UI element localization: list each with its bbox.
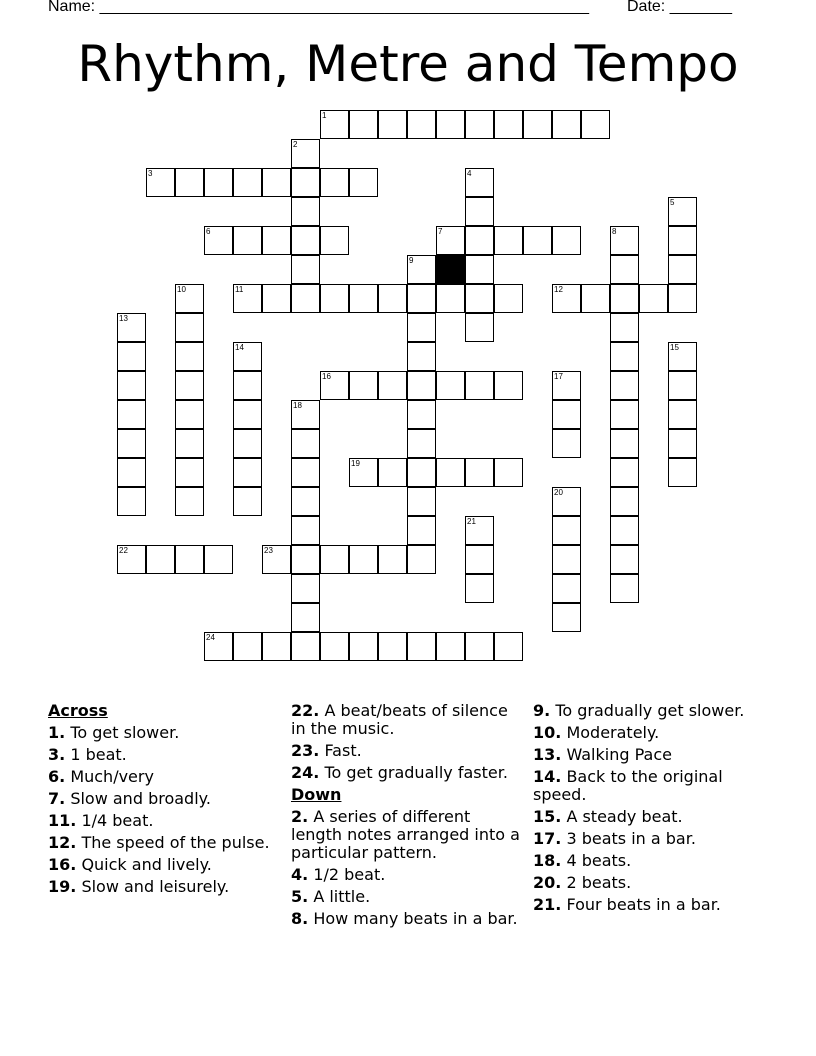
grid-cell[interactable] xyxy=(523,226,552,255)
clue-item-text: Slow and broadly. xyxy=(70,789,211,808)
clue-column-3 xyxy=(533,702,765,918)
clue-number: 20 xyxy=(554,488,563,497)
clue-item-text: Quick and lively. xyxy=(81,855,212,874)
grid-cell[interactable] xyxy=(291,284,320,313)
grid-cell[interactable] xyxy=(378,632,407,661)
grid-cell[interactable] xyxy=(436,110,465,139)
grid-cell[interactable] xyxy=(523,110,552,139)
grid-cell[interactable] xyxy=(262,284,291,313)
grid-cell[interactable] xyxy=(668,400,697,429)
grid-cell[interactable] xyxy=(552,545,581,574)
grid-cell[interactable] xyxy=(204,545,233,574)
grid-cell[interactable] xyxy=(407,632,436,661)
grid-cell[interactable] xyxy=(610,429,639,458)
grid-cell[interactable] xyxy=(175,371,204,400)
grid-cell[interactable] xyxy=(233,632,262,661)
grid-cell[interactable] xyxy=(436,458,465,487)
grid-cell[interactable] xyxy=(610,400,639,429)
clue-item xyxy=(533,746,765,764)
clue-item xyxy=(48,790,280,808)
clue-item-text: A steady beat. xyxy=(566,807,683,826)
grid-cell[interactable] xyxy=(610,545,639,574)
clue-item-text: Back to the original speed. xyxy=(533,767,723,804)
grid-cell[interactable] xyxy=(262,632,291,661)
clue-item xyxy=(291,808,523,862)
grid-cell[interactable] xyxy=(291,139,320,168)
grid-cell[interactable] xyxy=(552,487,581,516)
clue-item-text: 2 beats. xyxy=(566,873,632,892)
grid-cell[interactable] xyxy=(668,429,697,458)
clue-number: 14 xyxy=(235,343,244,352)
grid-cell[interactable] xyxy=(610,313,639,342)
grid-cell[interactable] xyxy=(291,516,320,545)
grid-cell[interactable] xyxy=(349,168,378,197)
grid-cell[interactable] xyxy=(175,458,204,487)
clue-number: 11 xyxy=(235,285,244,294)
clue-item-text: How many beats in a bar. xyxy=(313,909,518,928)
clue-item xyxy=(48,768,280,786)
grid-cell[interactable] xyxy=(175,487,204,516)
clue-item-text: Walking Pace xyxy=(566,745,672,764)
grid-cell[interactable] xyxy=(291,632,320,661)
clue-number: 24 xyxy=(206,633,215,642)
clue-item-number: 12. xyxy=(48,833,77,852)
grid-cell[interactable] xyxy=(175,545,204,574)
clue-item xyxy=(291,742,523,760)
grid-cell[interactable] xyxy=(552,429,581,458)
grid-cell[interactable] xyxy=(436,284,465,313)
clue-item-number: 4. xyxy=(291,865,309,884)
grid-cell[interactable] xyxy=(349,458,378,487)
grid-cell[interactable] xyxy=(175,313,204,342)
clue-number: 7 xyxy=(438,227,443,236)
grid-cell[interactable] xyxy=(610,487,639,516)
clue-item-text: 3 beats in a bar. xyxy=(566,829,696,848)
grid-cell[interactable] xyxy=(291,487,320,516)
grid-cell[interactable] xyxy=(320,284,349,313)
grid-cell[interactable] xyxy=(465,255,494,284)
grid-cell[interactable] xyxy=(668,284,697,313)
clue-item-text: Much/very xyxy=(70,767,154,786)
grid-cell[interactable] xyxy=(291,197,320,226)
blocked-cell xyxy=(436,255,465,284)
grid-cell[interactable] xyxy=(204,168,233,197)
grid-cell[interactable] xyxy=(465,197,494,226)
grid-cell[interactable] xyxy=(407,487,436,516)
grid-cell[interactable] xyxy=(117,313,146,342)
grid-cell[interactable] xyxy=(378,458,407,487)
grid-cell[interactable] xyxy=(117,458,146,487)
clue-item-number: 15. xyxy=(533,807,562,826)
grid-cell[interactable] xyxy=(668,197,697,226)
grid-cell[interactable] xyxy=(581,284,610,313)
grid-cell[interactable] xyxy=(465,226,494,255)
grid-cell[interactable] xyxy=(581,110,610,139)
grid-cell[interactable] xyxy=(291,226,320,255)
clue-number: 6 xyxy=(206,227,211,236)
grid-cell[interactable] xyxy=(175,168,204,197)
grid-cell[interactable] xyxy=(320,226,349,255)
grid-cell[interactable] xyxy=(320,371,349,400)
clue-item-text: To gradually get slower. xyxy=(555,701,745,720)
clue-number: 9 xyxy=(409,256,414,265)
clue-number: 23 xyxy=(264,546,273,555)
grid-cell[interactable] xyxy=(552,516,581,545)
clue-item xyxy=(48,878,280,896)
clue-item-text: Four beats in a bar. xyxy=(566,895,721,914)
clue-item-text: Fast. xyxy=(324,741,362,760)
grid-cell[interactable] xyxy=(117,429,146,458)
grid-cell[interactable] xyxy=(407,545,436,574)
clue-item-number: 8. xyxy=(291,909,309,928)
clue-item xyxy=(533,724,765,742)
grid-cell[interactable] xyxy=(407,516,436,545)
clue-item-number: 16. xyxy=(48,855,77,874)
clue-item-number: 5. xyxy=(291,887,309,906)
clue-number: 12 xyxy=(554,285,563,294)
grid-cell[interactable] xyxy=(233,284,262,313)
grid-cell[interactable] xyxy=(233,226,262,255)
grid-cell[interactable] xyxy=(262,168,291,197)
clue-item-text: 1 beat. xyxy=(70,745,127,764)
grid-cell[interactable] xyxy=(668,226,697,255)
clue-item-text: To get slower. xyxy=(70,723,180,742)
grid-cell[interactable] xyxy=(378,545,407,574)
clue-item xyxy=(533,768,765,804)
clue-item-number: 18. xyxy=(533,851,562,870)
grid-cell[interactable] xyxy=(291,168,320,197)
clue-item-number: 20. xyxy=(533,873,562,892)
grid-cell[interactable] xyxy=(407,313,436,342)
grid-cell[interactable] xyxy=(233,458,262,487)
clue-item xyxy=(48,724,280,742)
grid-cell[interactable] xyxy=(407,342,436,371)
clue-item-number: 2. xyxy=(291,807,309,826)
grid-cell[interactable] xyxy=(465,284,494,313)
clue-number: 21 xyxy=(467,517,476,526)
grid-cell[interactable] xyxy=(117,487,146,516)
clue-item-number: 23. xyxy=(291,741,320,760)
across-clue-list-continued xyxy=(291,702,523,782)
grid-cell[interactable] xyxy=(291,458,320,487)
clue-number: 5 xyxy=(670,198,675,207)
grid-cell[interactable] xyxy=(291,429,320,458)
clue-number: 8 xyxy=(612,227,617,236)
grid-cell[interactable] xyxy=(320,545,349,574)
grid-cell[interactable] xyxy=(552,371,581,400)
grid-cell[interactable] xyxy=(262,545,291,574)
clue-item xyxy=(533,874,765,892)
grid-cell[interactable] xyxy=(465,545,494,574)
clue-item xyxy=(533,830,765,848)
page-title: Rhythm, Metre and Tempo xyxy=(77,35,739,93)
across-clue-list xyxy=(48,724,280,896)
grid-cell[interactable] xyxy=(378,284,407,313)
grid-cell[interactable] xyxy=(436,632,465,661)
grid-cell[interactable] xyxy=(349,632,378,661)
grid-cell[interactable] xyxy=(494,284,523,313)
clue-item xyxy=(291,764,523,782)
clue-column-1 xyxy=(48,702,280,900)
grid-cell[interactable] xyxy=(465,516,494,545)
grid-cell[interactable] xyxy=(291,574,320,603)
grid-cell[interactable] xyxy=(465,313,494,342)
clue-item-number: 19. xyxy=(48,877,77,896)
clue-item xyxy=(291,866,523,884)
clue-number: 18 xyxy=(293,401,302,410)
grid-cell[interactable] xyxy=(465,574,494,603)
clue-number: 22 xyxy=(119,546,128,555)
grid-cell[interactable] xyxy=(175,342,204,371)
clue-item-number: 3. xyxy=(48,745,66,764)
grid-cell[interactable] xyxy=(233,400,262,429)
grid-cell[interactable] xyxy=(610,255,639,284)
clue-item-number: 9. xyxy=(533,701,551,720)
grid-cell[interactable] xyxy=(291,255,320,284)
clue-item-number: 22. xyxy=(291,701,320,720)
grid-cell[interactable] xyxy=(378,110,407,139)
grid-cell[interactable] xyxy=(233,487,262,516)
grid-cell[interactable] xyxy=(204,632,233,661)
down-clue-list-continued xyxy=(533,702,765,914)
clue-item-number: 24. xyxy=(291,763,320,782)
grid-cell[interactable] xyxy=(610,226,639,255)
grid-cell[interactable] xyxy=(552,400,581,429)
grid-cell[interactable] xyxy=(407,429,436,458)
grid-cell[interactable] xyxy=(494,110,523,139)
clue-item xyxy=(533,896,765,914)
clue-number: 1 xyxy=(322,111,327,120)
clue-item xyxy=(533,808,765,826)
clue-item-number: 21. xyxy=(533,895,562,914)
grid-cell[interactable] xyxy=(668,458,697,487)
clue-number: 17 xyxy=(554,372,563,381)
grid-cell[interactable] xyxy=(610,458,639,487)
across-heading: Across xyxy=(48,701,108,720)
grid-cell[interactable] xyxy=(146,545,175,574)
grid-cell[interactable] xyxy=(610,284,639,313)
clue-item xyxy=(533,702,765,720)
clue-number: 4 xyxy=(467,169,472,178)
grid-cell[interactable] xyxy=(117,545,146,574)
grid-cell[interactable] xyxy=(407,255,436,284)
grid-cell[interactable] xyxy=(465,458,494,487)
grid-cell[interactable] xyxy=(494,371,523,400)
grid-cell[interactable] xyxy=(349,371,378,400)
grid-cell[interactable] xyxy=(639,284,668,313)
grid-cell[interactable] xyxy=(175,400,204,429)
clue-item-text: A beat/beats of silence in the music. xyxy=(291,701,508,738)
clue-item xyxy=(48,812,280,830)
grid-cell[interactable] xyxy=(320,168,349,197)
grid-cell[interactable] xyxy=(494,632,523,661)
clue-item-text: 1/2 beat. xyxy=(313,865,386,884)
grid-cell[interactable] xyxy=(320,110,349,139)
clue-item-number: 6. xyxy=(48,767,66,786)
clue-item xyxy=(48,746,280,764)
grid-cell[interactable] xyxy=(465,371,494,400)
clue-item xyxy=(291,910,523,928)
grid-cell[interactable] xyxy=(291,603,320,632)
clue-item-number: 14. xyxy=(533,767,562,786)
clue-number: 16 xyxy=(322,372,331,381)
clue-number: 3 xyxy=(148,169,153,178)
clue-number: 2 xyxy=(293,140,298,149)
clue-item-text: To get gradually faster. xyxy=(324,763,508,782)
grid-cell[interactable] xyxy=(146,168,175,197)
grid-cell[interactable] xyxy=(668,342,697,371)
grid-cell[interactable] xyxy=(436,226,465,255)
grid-cell[interactable] xyxy=(407,458,436,487)
clue-number: 19 xyxy=(351,459,360,468)
clue-item-text: A series of different length notes arranged into a particular pattern. xyxy=(291,807,520,862)
grid-cell[interactable] xyxy=(175,429,204,458)
grid-cell[interactable] xyxy=(349,545,378,574)
clue-item-number: 11. xyxy=(48,811,77,830)
clue-number: 15 xyxy=(670,343,679,352)
grid-cell[interactable] xyxy=(233,168,262,197)
grid-cell[interactable] xyxy=(407,110,436,139)
grid-cell[interactable] xyxy=(436,371,465,400)
grid-cell[interactable] xyxy=(349,110,378,139)
grid-cell[interactable] xyxy=(378,371,407,400)
grid-cell[interactable] xyxy=(465,110,494,139)
grid-cell[interactable] xyxy=(610,574,639,603)
grid-cell[interactable] xyxy=(465,168,494,197)
clue-item-number: 1. xyxy=(48,723,66,742)
grid-cell[interactable] xyxy=(494,458,523,487)
clue-item-number: 7. xyxy=(48,789,66,808)
clue-item-text: A little. xyxy=(313,887,371,906)
grid-cell[interactable] xyxy=(407,284,436,313)
clue-item-number: 10. xyxy=(533,723,562,742)
name-field-label: Name: _______________________________________________________ xyxy=(48,0,589,15)
date-field-label: Date: _______ xyxy=(627,0,732,15)
grid-cell[interactable] xyxy=(610,516,639,545)
grid-cell[interactable] xyxy=(233,342,262,371)
grid-cell[interactable] xyxy=(407,400,436,429)
grid-cell[interactable] xyxy=(552,110,581,139)
grid-cell[interactable] xyxy=(552,284,581,313)
grid-cell[interactable] xyxy=(668,255,697,284)
grid-cell[interactable] xyxy=(552,603,581,632)
grid-cell[interactable] xyxy=(552,226,581,255)
grid-cell[interactable] xyxy=(233,371,262,400)
grid-cell[interactable] xyxy=(262,226,291,255)
grid-cell[interactable] xyxy=(175,284,204,313)
grid-cell[interactable] xyxy=(233,429,262,458)
grid-cell[interactable] xyxy=(407,371,436,400)
grid-cell[interactable] xyxy=(204,226,233,255)
grid-cell[interactable] xyxy=(117,342,146,371)
clue-item xyxy=(533,852,765,870)
clue-item-text: Moderately. xyxy=(566,723,660,742)
grid-cell[interactable] xyxy=(291,545,320,574)
clue-column-2 xyxy=(291,702,523,932)
clue-item xyxy=(48,834,280,852)
grid-cell[interactable] xyxy=(465,632,494,661)
clue-number: 10 xyxy=(177,285,186,294)
grid-cell[interactable] xyxy=(610,342,639,371)
clue-item-text: The speed of the pulse. xyxy=(81,833,270,852)
grid-cell[interactable] xyxy=(117,400,146,429)
grid-cell[interactable] xyxy=(117,371,146,400)
grid-cell[interactable] xyxy=(349,284,378,313)
clue-item-number: 13. xyxy=(533,745,562,764)
clue-item-text: Slow and leisurely. xyxy=(81,877,230,896)
grid-cell[interactable] xyxy=(610,371,639,400)
grid-cell[interactable] xyxy=(291,400,320,429)
down-clue-list xyxy=(291,808,523,928)
clue-number: 13 xyxy=(119,314,128,323)
grid-cell[interactable] xyxy=(320,632,349,661)
clue-item-text: 4 beats. xyxy=(566,851,632,870)
grid-cell[interactable] xyxy=(668,371,697,400)
down-heading: Down xyxy=(291,785,342,804)
grid-cell[interactable] xyxy=(494,226,523,255)
clue-item xyxy=(48,856,280,874)
clue-item xyxy=(291,702,523,738)
clue-item-text: 1/4 beat. xyxy=(81,811,154,830)
clue-item xyxy=(291,888,523,906)
grid-cell[interactable] xyxy=(552,574,581,603)
clue-item-number: 17. xyxy=(533,829,562,848)
